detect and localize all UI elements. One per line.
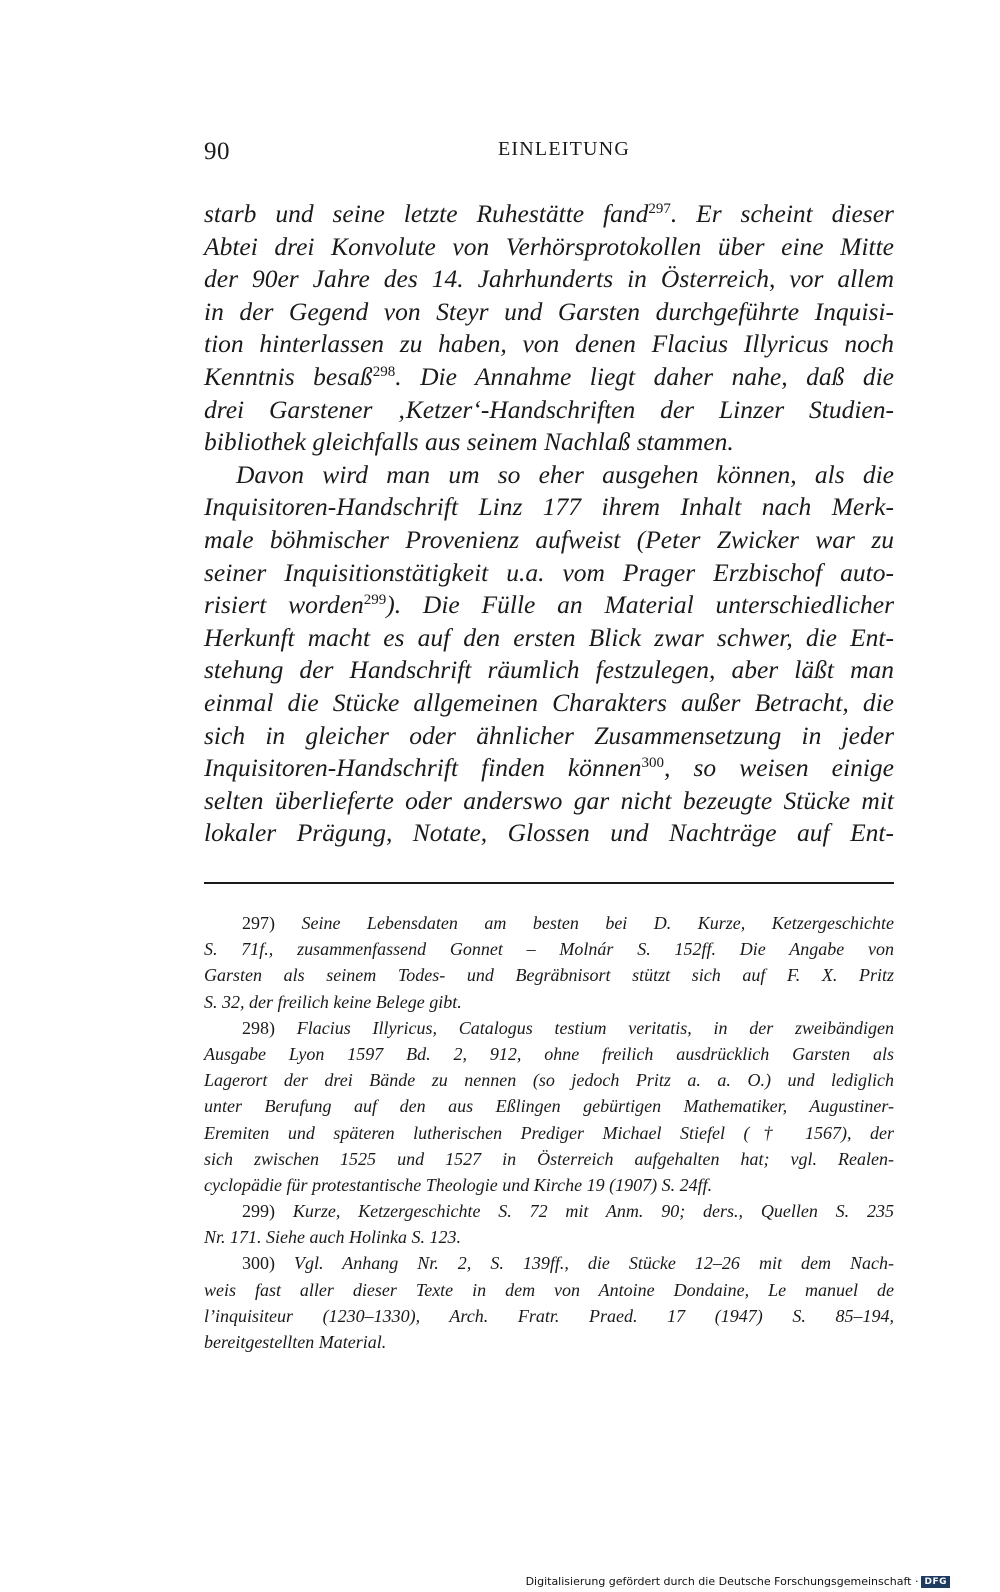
body-line-text: Inquisitoren-Handschrift Linz 177 ihrem Inhalt nach Merk- bbox=[204, 492, 894, 522]
footnote bbox=[204, 1198, 894, 1250]
body-line-text: seiner Inquisitionstätigkeit u.a. vom Prager Erzbischof auto- bbox=[204, 557, 894, 587]
body-line bbox=[204, 361, 894, 394]
footnote-text: Kurze, Ketzergeschichte S. 72 mit Anm. 90; ders., Quellen S. 235 bbox=[292, 1201, 894, 1222]
body-line-text: in der Gegend von Steyr und Garsten durchgeführte Inquisi- bbox=[204, 296, 894, 326]
body-line bbox=[204, 589, 894, 622]
body-line-text: tion hinterlassen zu haben, von denen Flacius Illyricus noch bbox=[204, 329, 894, 359]
body-line-text: , so weisen einige bbox=[664, 753, 894, 783]
footnote-text: Eremiten und späteren lutherischen Prediger Michael Stiefel († 1567), der bbox=[204, 1122, 894, 1143]
footnote-text: bereitgestellten Material. bbox=[204, 1332, 387, 1352]
body-line-text: Inquisitoren-Handschrift finden können bbox=[204, 753, 642, 783]
footnote-text: Flacius Illyricus, Catalogus testium veritatis, in der zweibändigen bbox=[296, 1017, 895, 1038]
body-line-text: starb und seine letzte Ruhestätte fand bbox=[204, 199, 649, 228]
body-line-text: . Die Annahme liegt daher nahe, daß die bbox=[395, 361, 894, 391]
body-line bbox=[204, 459, 894, 492]
dfg-logo: DFG bbox=[921, 1576, 950, 1588]
body-line-text: bibliothek gleichfalls aus seinem Nachlaß stammen. bbox=[204, 427, 734, 457]
body-line bbox=[204, 231, 894, 264]
page-number: 90 bbox=[204, 138, 230, 165]
body-line bbox=[204, 394, 894, 427]
footnote-number: 300) bbox=[242, 1253, 275, 1274]
body-line-text: lokaler Prägung, Notate, Glossen und Nachträge auf Ent- bbox=[204, 818, 894, 848]
footnote-line bbox=[204, 1041, 894, 1067]
body-line bbox=[204, 491, 894, 524]
footnote-separator-rule bbox=[204, 882, 894, 884]
body-line bbox=[204, 296, 894, 329]
body-line bbox=[204, 328, 894, 361]
footnote-line bbox=[204, 1015, 894, 1041]
body-line bbox=[204, 557, 894, 590]
section-title: EINLEITUNG bbox=[498, 138, 630, 160]
footnote-line bbox=[204, 1303, 894, 1329]
footnote bbox=[204, 910, 894, 1015]
footnote-line bbox=[204, 1172, 894, 1198]
footnote-line bbox=[204, 1093, 894, 1119]
body-line bbox=[204, 198, 894, 231]
body-line-text: risiert worden bbox=[204, 590, 364, 620]
footnote-text: weis fast aller dieser Texte in dem von Antoine Dondaine, Le manuel de bbox=[204, 1279, 894, 1300]
body-line-text: sich in gleicher oder ähnlicher Zusammensetzung in jeder bbox=[204, 720, 894, 750]
body-line bbox=[204, 752, 894, 785]
body-line-text: Abtei drei Konvolute von Verhörsprotokollen über eine Mitte bbox=[204, 231, 894, 261]
body-line-text: der 90er Jahre des 14. Jahrhunderts in Österreich, vor allem bbox=[204, 264, 894, 294]
footnote-text: cyclopädie für protestantische Theologie und Kirche 19 (1907) S. 24ff. bbox=[204, 1174, 713, 1195]
footnote-text: l’inquisiteur (1230–1330), Arch. Fratr. Praed. 17 (1947) S. 85–194, bbox=[204, 1305, 894, 1326]
footnote-reference: 300 bbox=[641, 755, 665, 772]
body-line bbox=[204, 720, 894, 753]
footnote-reference: 298 bbox=[372, 363, 396, 380]
body-line-text: Kenntnis besaß bbox=[204, 361, 373, 391]
footnote-line bbox=[204, 1120, 894, 1146]
body-line bbox=[204, 817, 894, 850]
footnote-line bbox=[204, 910, 894, 936]
footnote-text: S. 71f., zusammenfassend Gonnet – Molnár S. 152ff. Die Angabe von bbox=[204, 939, 894, 960]
body-line bbox=[204, 622, 894, 655]
footnote-line bbox=[204, 1198, 894, 1224]
footnote-text: Nr. 171. Siehe auch Holinka S. 123. bbox=[204, 1227, 461, 1248]
footnote-number: 297) bbox=[242, 913, 275, 933]
footnote-text: S. 32, der freilich keine Belege gibt. bbox=[204, 991, 462, 1012]
footnote bbox=[204, 1250, 894, 1355]
footnote-line bbox=[204, 1329, 894, 1355]
footnote-line bbox=[204, 1250, 894, 1276]
footnote-line bbox=[204, 1277, 894, 1303]
footnote-line bbox=[204, 1224, 894, 1250]
body-line bbox=[204, 785, 894, 818]
footnote-line bbox=[204, 962, 894, 988]
body-line-text: stehung der Handschrift räumlich festzulegen, aber läßt man bbox=[204, 655, 894, 685]
body-line-text: einmal die Stücke allgemeinen Charakters außer Betracht, die bbox=[204, 687, 894, 717]
footnote-number: 299) bbox=[242, 1201, 275, 1222]
body-line-text: ). Die Fülle an Material unterschiedlicher bbox=[386, 590, 894, 620]
footnote-text: sich zwischen 1525 und 1527 in Österreich aufgehalten hat; vgl. Realen- bbox=[204, 1148, 894, 1169]
body-line-text: selten überlieferte oder anderswo gar nicht bezeugte Stücke mit bbox=[204, 785, 894, 815]
body-line-text: male böhmischer Provenienz aufweist (Peter Zwicker war zu bbox=[204, 524, 894, 554]
footnote-number: 298) bbox=[242, 1017, 275, 1038]
footnote-text: Ausgabe Lyon 1597 Bd. 2, 912, ohne freilich ausdrücklich Garsten als bbox=[204, 1043, 894, 1064]
footnote-text: Lagerort der drei Bände zu nennen (so jedoch Pritz a. a. O.) und lediglich bbox=[204, 1070, 894, 1091]
footnote bbox=[204, 1015, 894, 1198]
running-head bbox=[204, 138, 894, 174]
body-line bbox=[204, 654, 894, 687]
body-line bbox=[204, 687, 894, 720]
footnote-line bbox=[204, 989, 894, 1015]
body-line-text: . Er scheint dieser bbox=[670, 199, 894, 228]
body-line-text: Herkunft macht es auf den ersten Blick zwar schwer, die Ent- bbox=[204, 622, 894, 652]
footnotes bbox=[204, 910, 894, 1355]
footnote-text: unter Berufung auf den aus Eßlingen gebürtigen Mathematiker, Augustiner- bbox=[204, 1096, 894, 1117]
footnote-line bbox=[204, 1067, 894, 1093]
footnote-reference: 299 bbox=[363, 592, 387, 609]
body-line-text: Davon wird man um so eher ausgehen können, als die bbox=[236, 459, 894, 489]
body-line bbox=[204, 426, 894, 459]
footnote-reference: 297 bbox=[648, 201, 671, 217]
body-text bbox=[204, 198, 894, 850]
footnote-text: Vgl. Anhang Nr. 2, S. 139ff., die Stücke 12–26 mit dem Nach- bbox=[294, 1253, 894, 1274]
footnote-line bbox=[204, 936, 894, 962]
body-line bbox=[204, 524, 894, 557]
footnote-text: Seine Lebensdaten am besten bei D. Kurze, Ketzergeschichte bbox=[301, 913, 895, 933]
footnote-line bbox=[204, 1146, 894, 1172]
footnote-text: Garsten als seinem Todes- und Begräbnisort stützt sich auf F. X. Pritz bbox=[204, 965, 894, 986]
digitization-credit-text: Digitalisierung gefördert durch die Deutsche Forschungsgemeinschaft · bbox=[525, 1575, 919, 1588]
digitization-credit bbox=[526, 1575, 950, 1588]
body-line bbox=[204, 263, 894, 296]
body-line-text: drei Garstener ‚Ketzer‘-Handschriften der Linzer Studien- bbox=[204, 394, 894, 424]
